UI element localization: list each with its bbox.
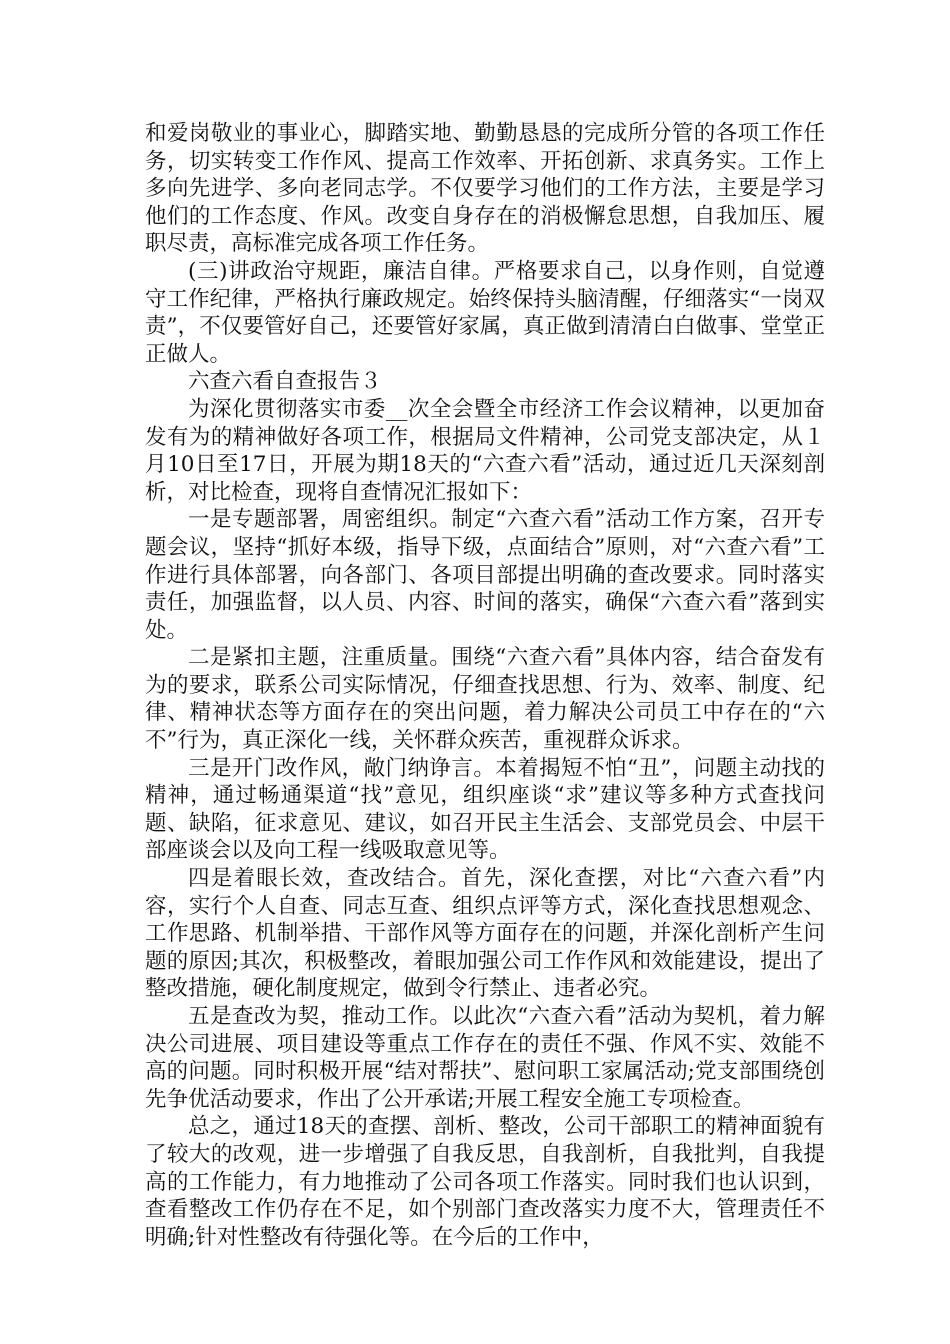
- document-page: [145, 120, 825, 1251]
- paragraph-point-4: 四是着眼长效，查改结合。首先，深化查摆，对比“六查六看”内容，实行个人自查、同志互查、组织点评等方式，深化查找思想观念、工作思路、机制举措、干部作风等方面存在的问题，并深化剖析产生问题的原因;其次，积极整改，着眼加强公司工作作风和效能建设，提出了整改措施，硬化制度规定，做到令行禁止、违者必究。: [145, 866, 825, 1002]
- paragraph-continuation: 和爱岗敬业的事业心，脚踏实地、勤勤恳恳的完成所分管的各项工作任务，切实转变工作作风、提高工作效率、开拓创新、求真务实。工作上多向先进学、多向老同志学。不仅要学习他们的工作方法，主要是学习他们的工作态度、作风。改变自身存在的消极懈怠思想，自我加压、履职尽责，高标准完成各项工作任务。: [145, 121, 825, 257]
- section-heading: 六查六看自查报告３: [188, 369, 382, 395]
- paragraph-point-2: 二是紧扣主题，注重质量。围绕“六查六看”具体内容，结合奋发有为的要求，联系公司实际情况，仔细查找思想、行为、效率、制度、纪律、精神状态等方面存在的突出问题，着力解决公司员工中存在的“六不”行为，真正深化一线，关怀群众疾苦，重视群众诉求。: [145, 645, 825, 754]
- paragraph-point-3: 三是开门改作风，敞门纳诤言。本着揭短不怕“丑”，问题主动找的精神，通过畅通渠道“找”意见，组织座谈“求”建议等多种方式查找问题、缺陷，征求意见、建议，如召开民主生活会、支部党员会、中层干部座谈会以及向工程一线吸取意见等。: [145, 755, 825, 864]
- paragraph-point-1: 一是专题部署，周密组织。制定“六查六看”活动工作方案，召开专题会议，坚持“抓好本级，指导下级，点面结合”原则，对“六查六看”工作进行具体部署，向各部门、各项目部提出明确的查改要求。同时落实责任，加强监督，以人员、内容、时间的落实，确保“六查六看”落到实处。: [145, 507, 825, 643]
- paragraph-summary: 总之，通过18天的查摆、剖析、整改，公司干部职工的精神面貌有了较大的改观，进一步增强了自我反思，自我剖析，自我批判，自我提高的工作能力，有力地推动了公司各项工作落实。同时我们也认识到，查看整改工作仍存在不足，如个别部门查改落实力度不大，管理责任不明确;针对性整改有待强化等。在今后的工作中，: [145, 1114, 825, 1250]
- paragraph-intro: 为深化贯彻落实市委__次全会暨全市经济工作会议精神，以更加奋发有为的精神做好各项工作，根据局文件精神，公司党支部决定，从１月10日至17日，开展为期18天的“六查六看”活动，通过近几天深刻剖析，对比检查，现将自查情况汇报如下：: [145, 396, 825, 505]
- paragraph-discipline: (三)讲政治守规距，廉洁自律。严格要求自己，以身作则，自觉遵守工作纪律，严格执行廉政规定。始终保持头脑清醒，仔细落实“一岗双责”，不仅要管好自己，还要管好家属，真正做到清清白白做事、堂堂正正做人。: [145, 258, 825, 367]
- paragraph-point-5: 五是查改为契，推动工作。以此次“六查六看”活动为契机，着力解决公司进展、项目建设等重点工作存在的责任不强、作风不实、效能不高的问题。同时积极开展“结对帮扶”、慰问职工家属活动;党支部围绕创先争优活动要求，作出了公开承诺;开展工程安全施工专项检查。: [145, 1004, 825, 1112]
